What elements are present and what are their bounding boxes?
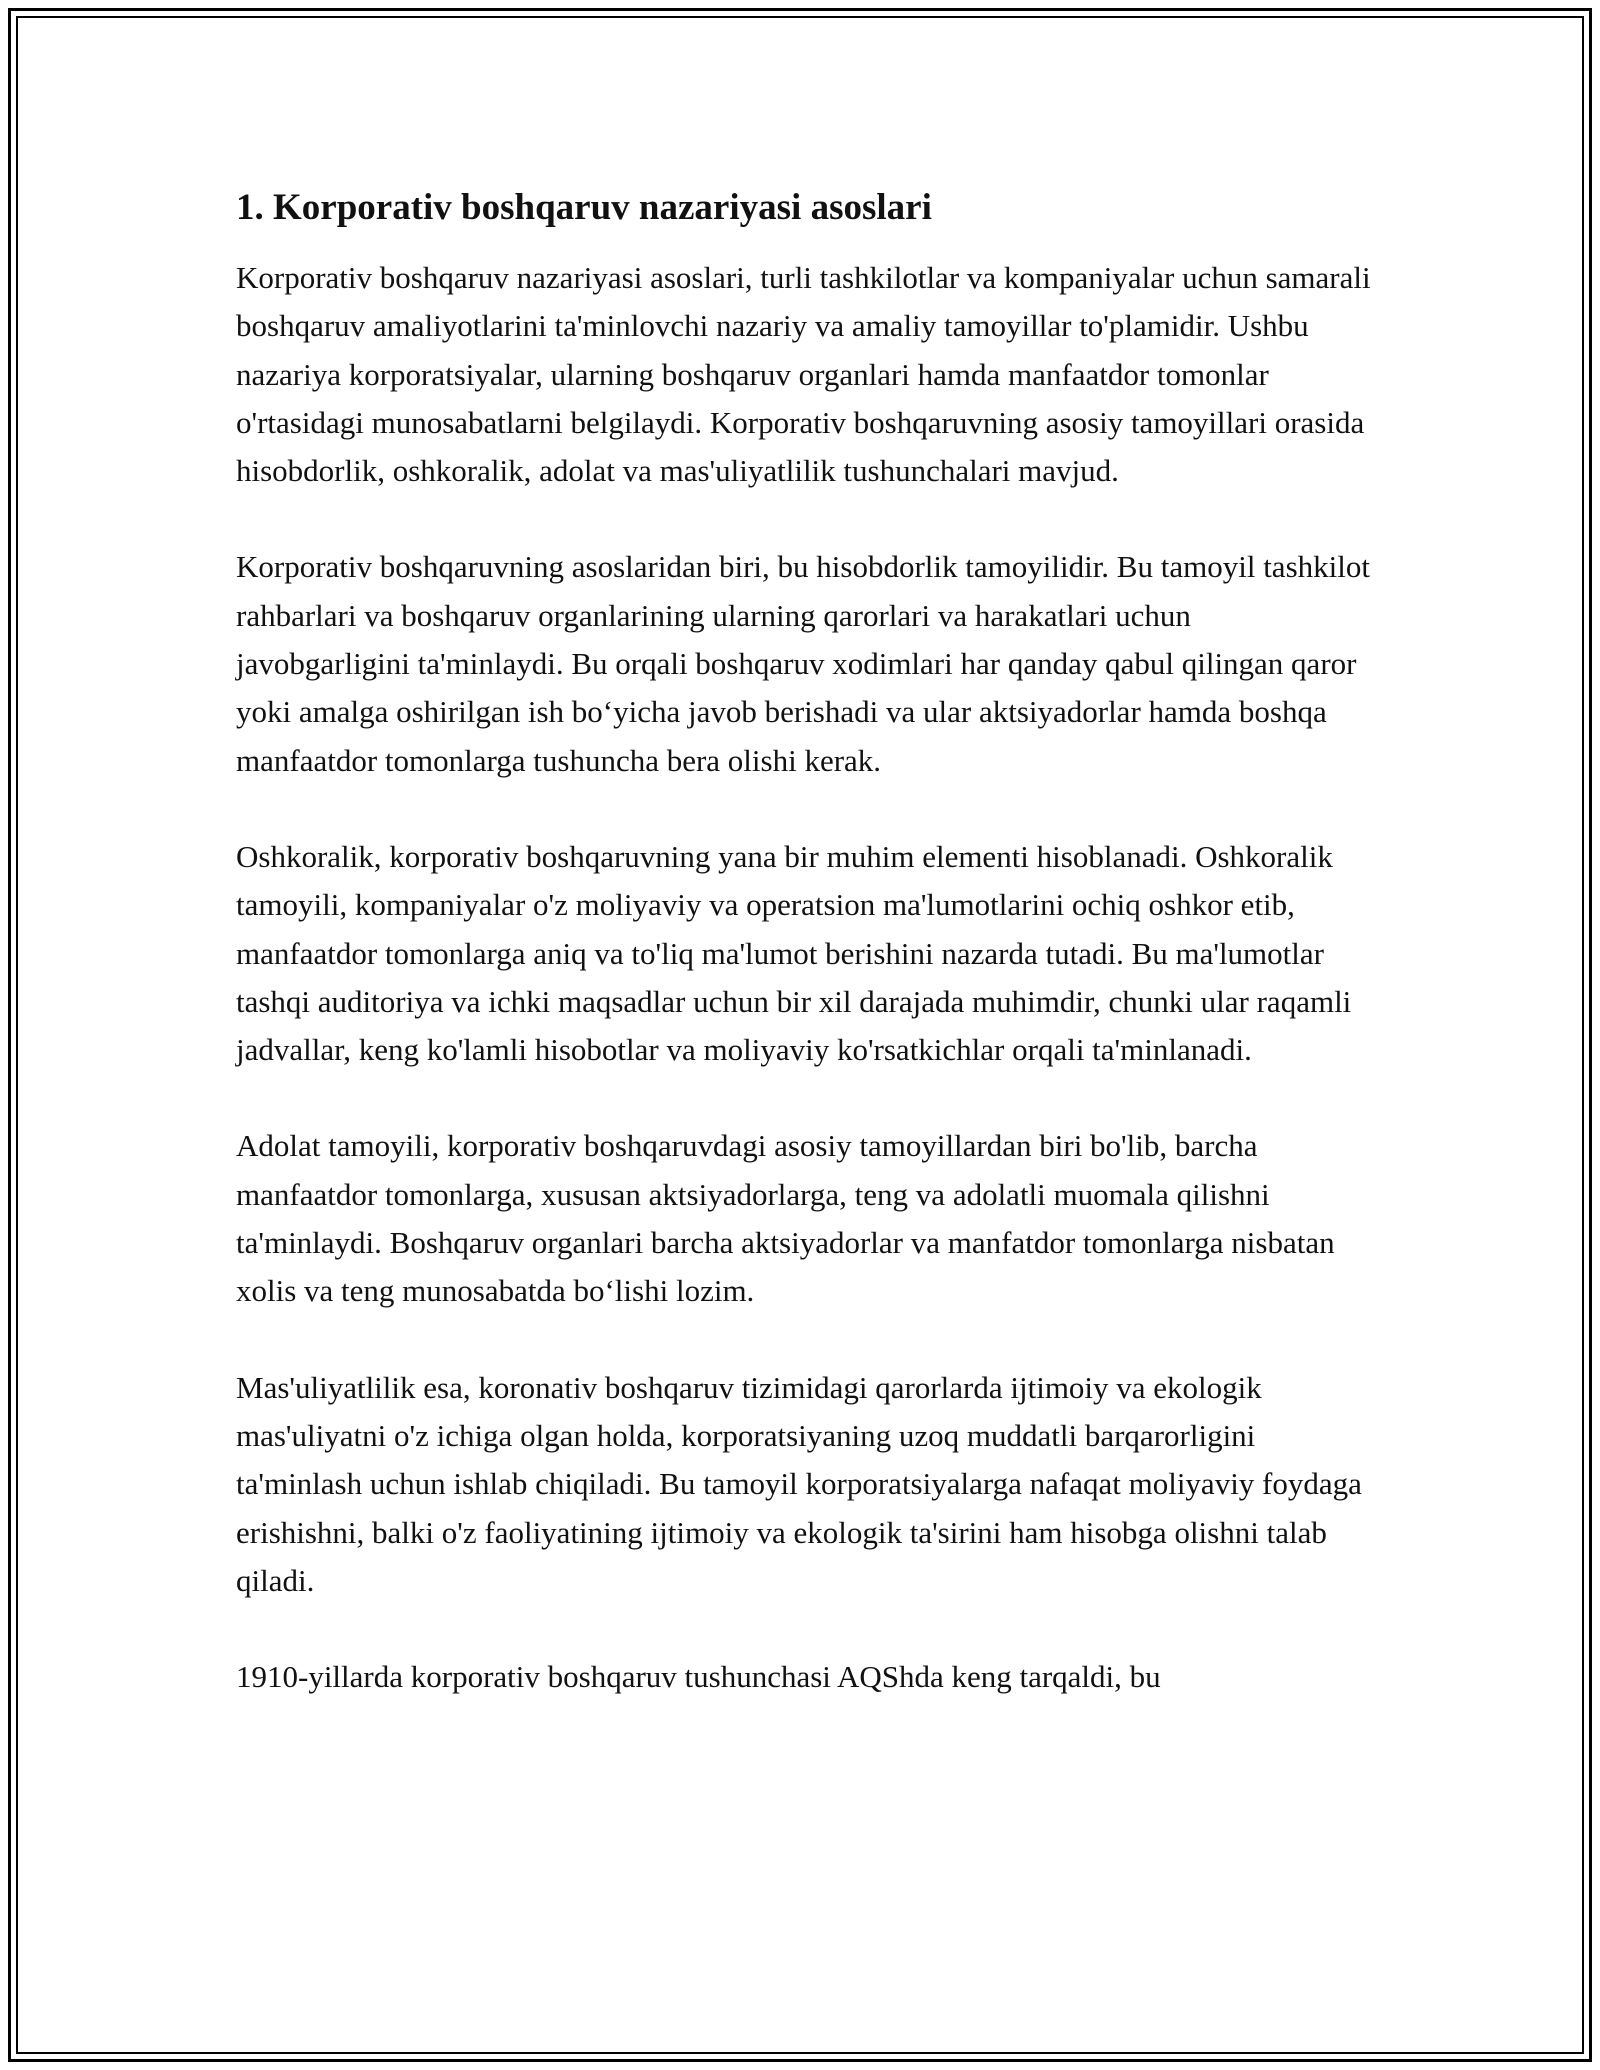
paragraph-intro: Korporativ boshqaruv nazariyasi asoslari, turli tashkilotlar va kompaniyalar uchun samarali boshqaruv amaliyotlarini ta'minlovchi nazariy va amaliy tamoyillar to'plamidir. Ushbu nazariya korporatsiyalar, ularning boshqaruv organlari hamda manfaatdor tomonlar o'rtasidagi munosabatlarni belgilaydi. Korporativ boshqaruvning asosiy tamoyillari orasida hisobdorlik, oshkoralik, adolat va mas'uliyatlilik tushunchalari mavjud. — [236, 260, 1371, 489]
paragraph-fairness: Adolat tamoyili, korporativ boshqaruvdagi asosiy tamoyillardan biri bo'lib, barcha manfaatdor tomonlarga, xususan aktsiyadorlarga, teng va adolatli muomala qilishni ta'minlaydi. Boshqaruv organlari barcha aktsiyadorlar va manfatdor tomonlarga nisbatan xolis va teng munosabatda bo‘lishi lozim. — [236, 1128, 1335, 1309]
section-heading: 1. Korporativ boshqaruv nazariyasi asoslari — [236, 187, 932, 228]
paragraph-history: 1910-yillarda korporativ boshqaruv tushunchasi AQShda keng tarqaldi, bu — [236, 1659, 1161, 1695]
paragraph-transparency: Oshkoralik, korporativ boshqaruvning yana bir muhim elementi hisoblanadi. Oshkoralik tamoyili, kompaniyalar o'z moliyaviy va operatsion ma'lumotlarini ochiq oshkor etib, manfaatdor tomonlarga aniq va to'liq ma'lumot berishini nazarda tutadi. Bu ma'lumotlar tashqi auditoriya va ichki maqsadlar uchun bir xil darajada muhimdir, chunki ular raqamli jadvallar, keng ko'lamli hisobotlar va moliyaviy ko'rsatkichlar orqali ta'minlanadi. — [236, 838, 1352, 1068]
paragraph-responsibility: Mas'uliyatlilik esa, koronativ boshqaruv tizimidagi qarorlarda ijtimoiy va ekologik mas'uliyatni o'z ichiga olgan holda, korporatsiyaning uzoq muddatli barqarorligini ta'minlash uchun ishlab chiqiladi. Bu tamoyil korporatsiyalarga nafaqat moliyaviy foydaga erishishni, balki o'z faoliyatining ijtimoiy va ekologik ta'sirini ham hisobga olishni talab qiladi. — [236, 1369, 1362, 1598]
document-body — [236, 184, 1371, 1701]
paragraph-accountability: Korporativ boshqaruvning asoslaridan biri, bu hisobdorlik tamoyilidir. Bu tamoyil tashkilot rahbarlari va boshqaruv organlarining ularning qarorlari va harakatlari uchun javobgarligini ta'minlaydi. Bu orqali boshqaruv xodimlari har qanday qabul qilingan qaror yoki amalga oshirilgan ish bo‘yicha javob berishadi va ular aktsiyadorlar hamda boshqa manfaatdor tomonlarga tushuncha bera olishi kerak. — [236, 549, 1370, 778]
